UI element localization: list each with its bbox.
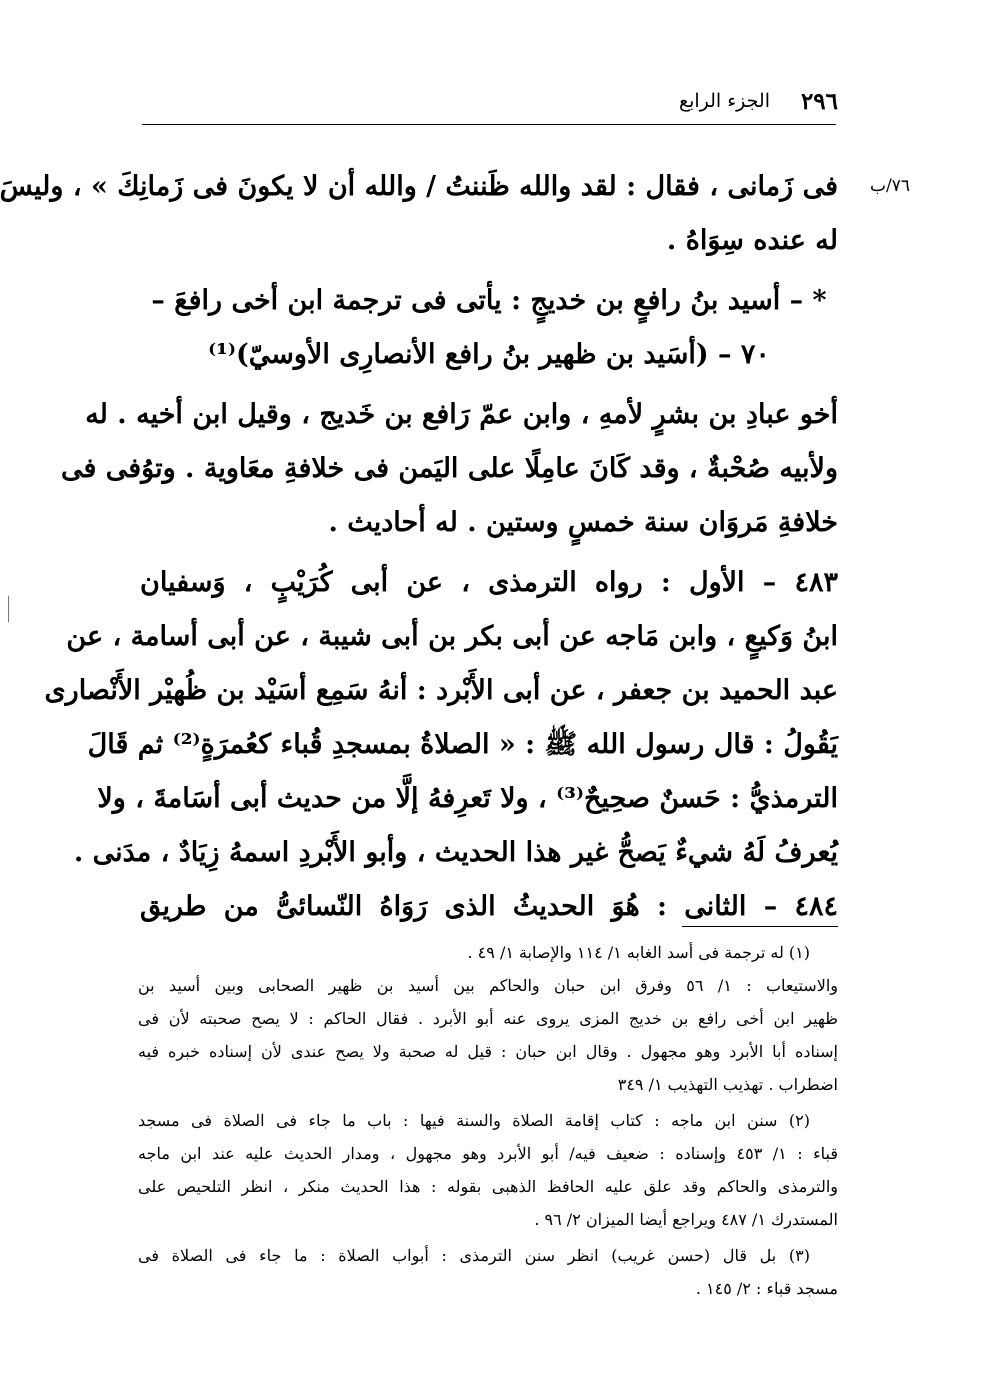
footnote-line: (٢) سنن ابن ماجه : كتاب إقامة الصلاة والسنة فيها : باب ما جاء فى الصلاة فى مسجد [138, 1111, 810, 1130]
footnote-line: والاستيعاب : ١/ ٥٦ وفرق ابن حبان والحاكم بين أسيد بن ظهير الصحابى وبين أسيد بن [138, 976, 838, 995]
header-rule [142, 124, 836, 125]
hadith-line: ابنُ وَكيعٍ ، وابن مَاجه عن أبى بكر بن أبى شيبة ، عن أبى أسامة ، عن [66, 621, 838, 652]
footnote-line: قباء : ١/ ٤٥٣ وإسناده : ضعيف فيه/ أبو الأبرد وهو مجهول ، ومدار الحديث عليه عند ابن ماجه [138, 1144, 838, 1163]
text-line: خلافةِ مَروَان سنة خمسٍ وستين . له أحاديث . [328, 507, 838, 538]
footnote-line: ظهير ابن أخى رافع بن خديج المزى يروى عنه أبو الأبرد . فقال الحاكم : لا يصح صحبته لأن فى [138, 1009, 839, 1028]
footnotes [138, 936, 838, 1305]
hadith-line: ٤٨٣ – الأول : رواه الترمذى ، عن أبى كُرَيْبٍ ، وَسفيان [140, 567, 838, 598]
text-line: فى زَمانى ، فقال : لقد والله ظَننتُ / والله أن لا يكونَ فى زَمانِكَ » ، وليسَ [0, 171, 838, 202]
hadith-line: يُعرفُ لَهُ شيءٌ يَصحُّ غير هذا الحديث ، وأبو الأَبْردِ اسمهُ زِيَادٌ ، مدَنى . [73, 837, 838, 868]
text-line: ولأبيه صُحْبةٌ ، وقد كَانَ عامِلًا على اليَمن فى خلافةِ معَاوية . وتوُفى فى [60, 453, 838, 484]
footnote-line: (١) له ترجمة فى أسد الغابه ١/ ١١٤ والإصابة ١/ ٤٩ . [467, 943, 810, 962]
hadith-line: يَقُولُ : قال رسول الله ﷺ : « الصلاةُ بمسجدِ قُباء كعُمرَةٍ⁽²⁾ ثم قَالَ [87, 729, 838, 760]
main-text [0, 160, 838, 934]
page-number: ٢٩٦ [800, 88, 838, 115]
footnote-line: (٣) بل قال (حسن غريب) انظر سنن الترمذى : أبواب الصلاة : ما جاء فى الصلاة فى [138, 1246, 810, 1265]
hadith-line: ٤٨٤ – الثانى : هُوَ الحديثُ الذى رَوَاهُ النّسائىُّ من طريق [140, 891, 838, 922]
cross-reference-line: * – أسيد بنُ رافعٍ بن خديجٍ : يأتى فى ترجمة ابن أخى رافعَ – [151, 285, 827, 316]
hadith-line: الترمذيُّ : حَسنٌ صحِيحٌ⁽³⁾ ، ولا تَعرِفهُ إلَّا من حديث أبى أسَامةَ ، ولا [97, 783, 838, 814]
footnote-line: والترمذى والحاكم وقد علق عليه الحافظ الذهبى بقوله : هذا الحديث منكر ، انظر التلحيص على [138, 1177, 838, 1196]
running-title: الجزء الرابع [678, 90, 770, 112]
page-header [142, 88, 838, 122]
manuscript-folio-note: ٧٦/ب [870, 176, 910, 196]
footnote-line: إسناده أبا الأبرد وهو مجهول . وقال ابن حبان : قيل له صحبة ولا يصح عندى لأن إسناده خبره فيه [138, 1042, 838, 1061]
scan-artifact [8, 596, 9, 622]
footnote-line: المستدرك ١/ ٤٨٧ ويراجع أيضا الميزان ٢/ ٩٦ . [534, 1210, 838, 1229]
entry-heading: ٧٠ – (أسَيد بن ظهير بنُ رافع الأنصارِى الأوسيّ)⁽¹⁾ [208, 339, 770, 370]
footnote-line: اضطراب . تهذيب التهذيب ١/ ٣٤٩ [617, 1075, 838, 1094]
text-line: أخو عبادِ بن بشرٍ لأمهِ ، وابن عمّ رَافع بن خَديج ، وقيل ابن أخيه . له [85, 399, 838, 430]
footnote-line: مسجد قباء : ٢/ ١٤٥ . [695, 1279, 838, 1298]
footnote-rule [682, 926, 838, 927]
text-line: له عنده سِوَاهُ . [666, 225, 838, 256]
hadith-line: عبد الحميد بن جعفر ، عن أبى الأَبْرد : أنهُ سَمِع أسَيْد بن ظُهيْر الأَنْصارى [44, 675, 838, 706]
